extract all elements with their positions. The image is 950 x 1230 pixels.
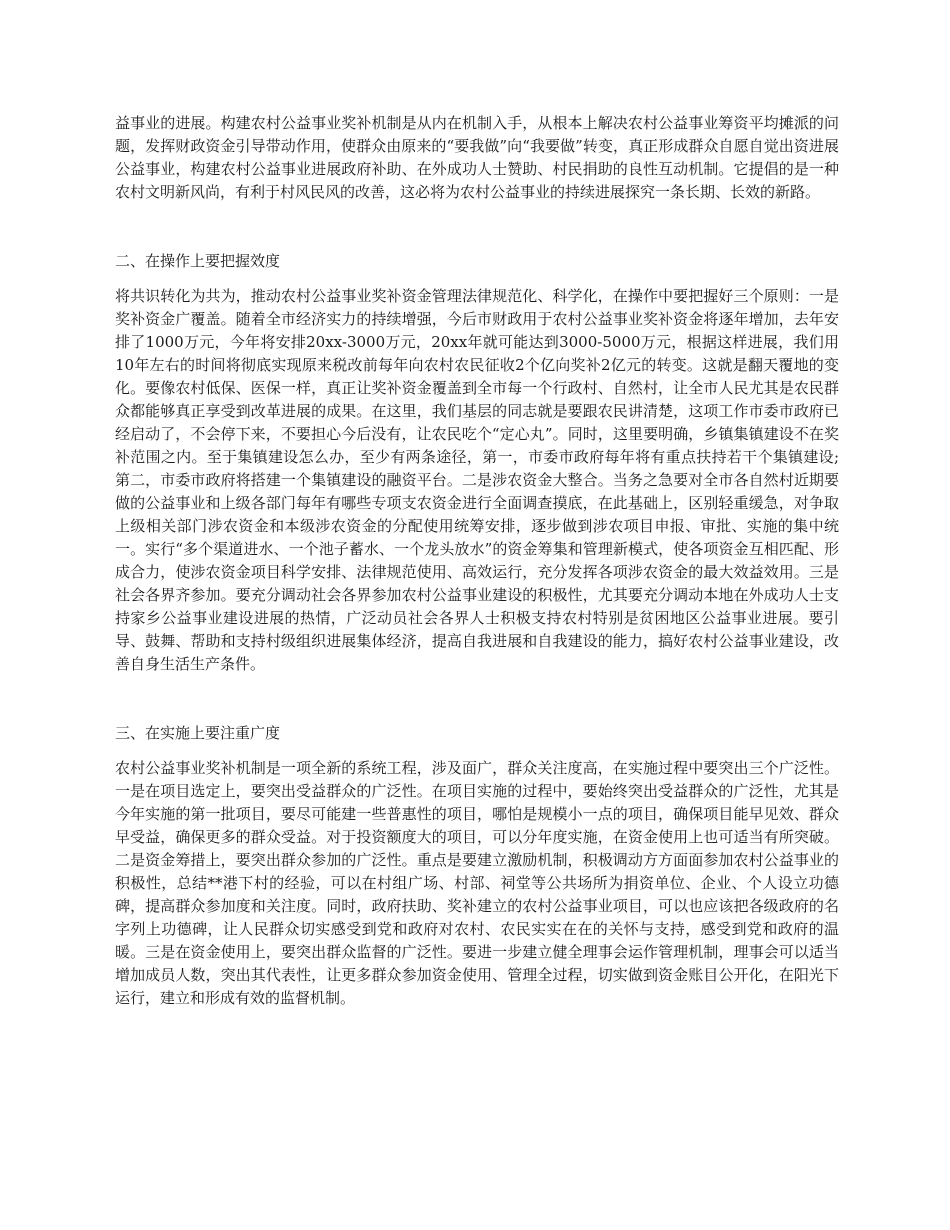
section-paragraph-implementation: 农村公益事业奖补机制是一项全新的系统工程，涉及面广，群众关注度高，在实施过程中要突出三个广泛性。一是在项目选定上，要突出受益群众的广泛性。在项目实施的过程中，要始终突出受益群众的广泛性，尤其是今年实施的第一批项目，要尽可能建一些普惠性的项目，哪怕是规模小一点的项目，确保项目能早见效、群众早受益，确保更多的群众受益。对于投资额度大的项目，可以分年度实施，在资金使用上也可适当有所突破。二是资金筹措上，要突出群众参加的广泛性。重点是要建立激励机制，积极调动方方面面参加农村公益事业的积极性，总结**港下村的经验，可以在村组广场、村部、祠堂等公共场所为捐资单位、企业、个人设立功德碑，提高群众参加度和关注度。同时，政府扶助、奖补建立的农村公益事业项目，可以也应该把各级政府的名字列上功德碑，让人民群众切实感受到党和政府对农村、农民实实在在的关怀与支持，感受到党和政府的温暖。三是在资金使用上，要突出群众监督的广泛性。要进一步建立健全理事会运作管理机制，理事会可以适当增加成员人数，突出其代表性，让更多群众参加资金使用、管理全过程，切实做到资金账目公开化，在阳光下运行，建立和形成有效的监督机制。	[115, 759, 839, 1007]
intro-paragraph: 益事业的进展。构建农村公益事业奖补机制是从内在机制入手，从根本上解决农村公益事业筹资平均摊派的问题，发挥财政资金引导带动作用，使群众由原来的“要我做”向“我要做”转变，真正形成群众自愿自觉出资进展公益事业，构建农村公益事业进展政府补助、在外成功人士赞助、村民捐助的良性互动机制。它提倡的是一种农村文明新风尚，有利于村风民风的改善，这必将为农村公益事业的持续进展探究一条长期、长效的新路。	[115, 114, 839, 201]
spacer	[115, 204, 839, 250]
section-heading-implementation: 三、在实施上要注重广度	[115, 724, 281, 742]
document-page	[115, 112, 839, 1010]
section-paragraph-operation: 将共识转化为共为，推动农村公益事业奖补资金管理法律规范化、科学化，在操作中要把握好三个原则：一是奖补资金广覆盖。随着全市经济实力的持续增强，今后市财政用于农村公益事业奖补资金将逐年增加，去年安排了1000万元，今年将安排20xx-3000万元，20xx年就可能达到3000-5000万元，根据这样进展，我们用10年左右的时间将彻底实现原来税改前每年向农村农民征收2个亿向奖补2亿元的转变。这就是翻天覆地的变化。要像农村低保、医保一样，真正让奖补资金覆盖到全市每一个行政村、自然村，让全市人民尤其是农民群众都能够真正享受到改革进展的成果。在这里，我们基层的同志就是要跟农民讲清楚，这项工作市委市政府已经启动了，不会停下来，不要担心今后没有，让农民吃个“定心丸”。同时，这里要明确，乡镇集镇建设不在奖补范围之内。至于集镇建设怎么办，至少有两条途径，第一，市委市政府每年将有重点扶持若干个集镇建设;第二，市委市政府将搭建一个集镇建设的融资平台。二是涉农资金大整合。当务之急要对全市各自然村近期要做的公益事业和上级各部门每年有哪些专项支农资金进行全面调查摸底，在此基础上，区别轻重缓急，对争取上级相关部门涉农资金和本级涉农资金的分配使用统筹安排，逐步做到涉农项目申报、审批、实施的集中统一。实行“多个渠道进水、一个池子蓄水、一个龙头放水”的资金筹集和管理新模式，使各项资金互相匹配、形成合力，使涉农资金项目科学安排、法律规范使用、高效运行，充分发挥各项涉农资金的最大效益效用。三是社会各界齐参加。要充分调动社会各界参加农村公益事业建设的积极性，尤其要充分调动本地在外成功人士支持家乡公益事业建设进展的热情，广泛动员社会各界人士积极支持农村特别是贫困地区公益事业进展。要引导、鼓舞、帮助和支持村级组织进展集体经济，提高自我进展和自我建设的能力，搞好农村公益事业建设，改善自身生活生产条件。	[115, 287, 839, 673]
spacer	[115, 676, 839, 722]
spacer	[115, 273, 839, 285]
spacer	[115, 745, 839, 757]
section-heading-operation: 二、在操作上要把握效度	[115, 252, 281, 270]
